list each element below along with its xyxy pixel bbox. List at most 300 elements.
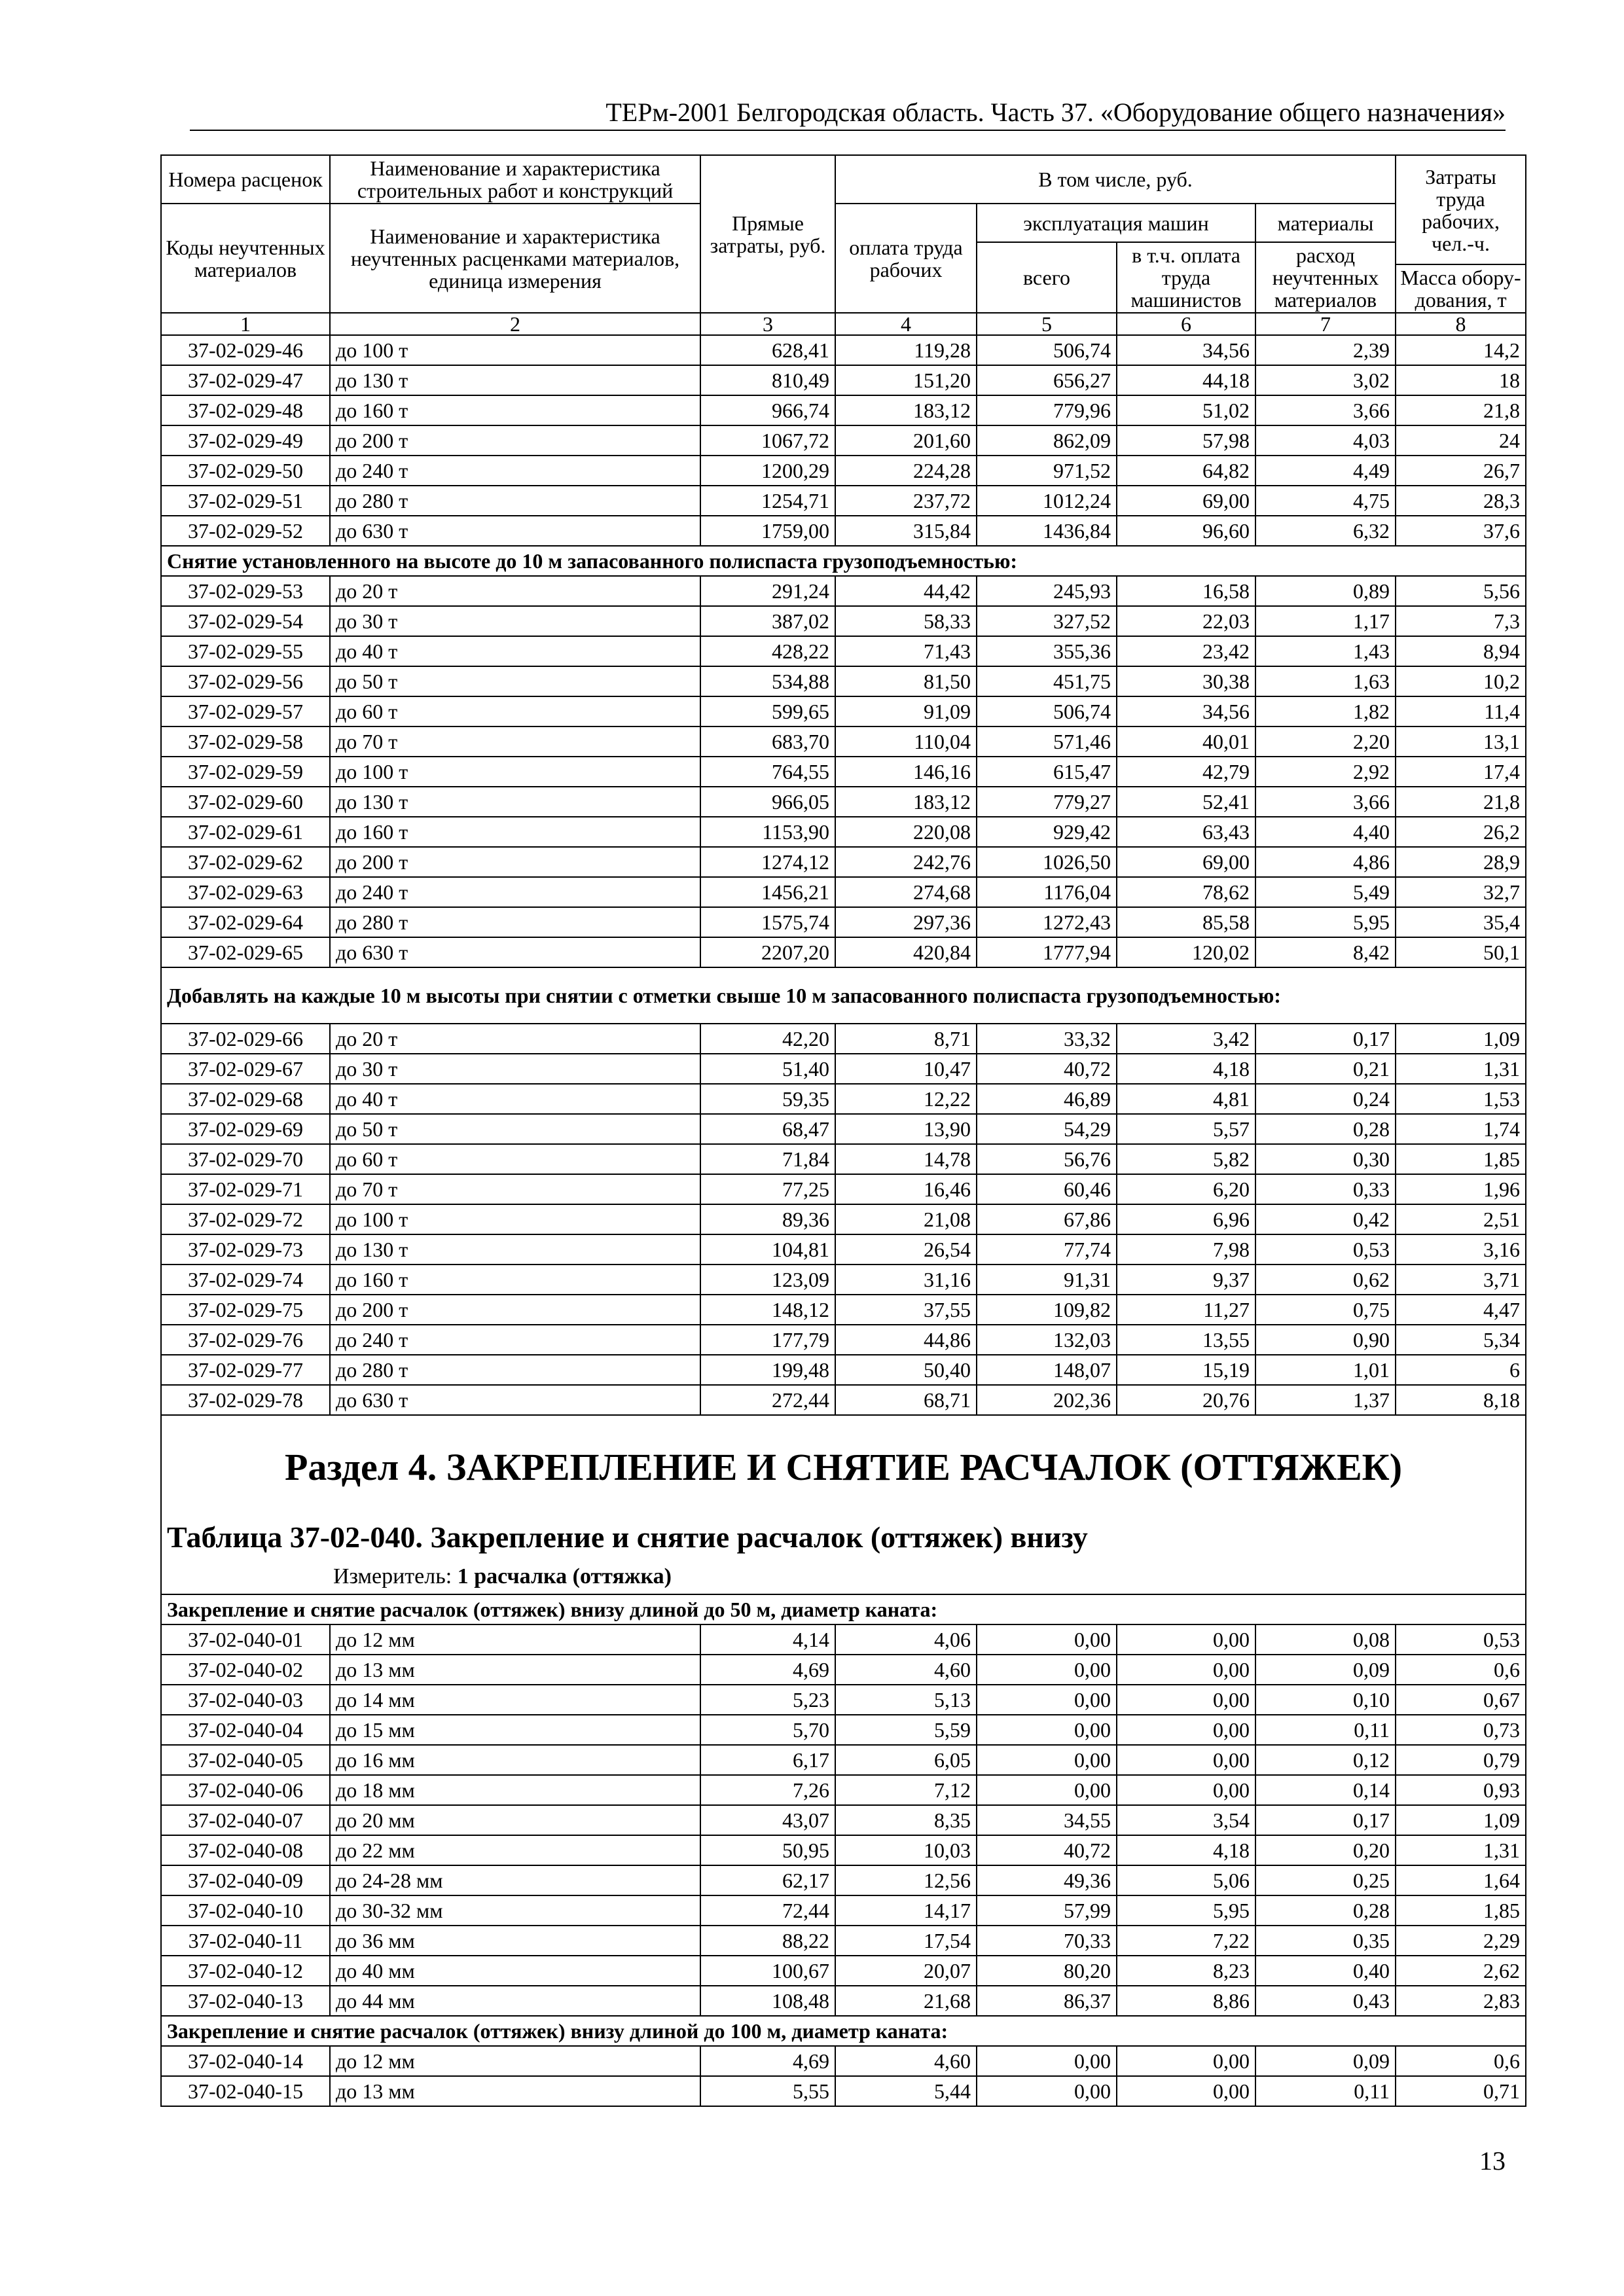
rate-value: 810,49 [700,365,835,395]
table-row [161,1865,1526,1895]
col4-header: оплата труда рабочих [835,204,977,313]
rate-value: 31,16 [835,1265,977,1295]
rate-value: 30,38 [1117,666,1255,696]
table-row [161,1114,1526,1144]
rate-value: 44,86 [835,1325,977,1355]
rate-value: 4,47 [1396,1295,1526,1325]
table-row [161,2046,1526,2076]
rate-value: 11,27 [1117,1295,1255,1325]
rate-value: 0,67 [1396,1685,1526,1715]
rate-value: 0,00 [1117,1745,1255,1775]
rate-name: до 60 т [330,1144,700,1174]
rate-value: 202,36 [977,1385,1117,1415]
rate-name: до 240 т [330,877,700,907]
rate-value: 23,42 [1117,636,1255,666]
rate-value: 81,50 [835,666,977,696]
rate-value: 16,58 [1117,576,1255,606]
rate-value: 70,33 [977,1926,1117,1956]
rate-value: 12,56 [835,1865,977,1895]
rate-value: 146,16 [835,757,977,787]
rate-value: 220,08 [835,817,977,847]
rate-value: 0,12 [1255,1745,1396,1775]
rate-value: 0,6 [1396,1655,1526,1685]
rate-code: 37-02-029-77 [161,1355,330,1385]
rate-value: 69,00 [1117,486,1255,516]
rate-value: 0,33 [1255,1174,1396,1204]
group-heading-row [161,546,1526,576]
rate-value: 5,95 [1117,1895,1255,1926]
rate-value: 2207,20 [700,937,835,967]
rate-code: 37-02-029-51 [161,486,330,516]
rate-value: 0,62 [1255,1265,1396,1295]
rate-code: 37-02-029-49 [161,425,330,456]
rate-value: 89,36 [700,1204,835,1234]
rate-value: 1272,43 [977,907,1117,937]
rate-name: до 240 т [330,1325,700,1355]
rate-value: 42,20 [700,1024,835,1054]
column-number: 4 [835,313,977,335]
rate-value: 0,71 [1396,2076,1526,2106]
table-row [161,1355,1526,1385]
rate-value: 5,95 [1255,907,1396,937]
rate-value: 1777,94 [977,937,1117,967]
rate-value: 0,25 [1255,1865,1396,1895]
rate-value: 119,28 [835,335,977,365]
rate-value: 0,28 [1255,1114,1396,1144]
group-heading-row [161,2016,1526,2046]
rate-value: 104,81 [700,1234,835,1265]
rate-value: 35,4 [1396,907,1526,937]
rate-value: 51,02 [1117,395,1255,425]
rate-code: 37-02-029-64 [161,907,330,937]
rate-name: до 18 мм [330,1775,700,1805]
rate-value: 71,84 [700,1144,835,1174]
rate-value: 0,53 [1255,1234,1396,1265]
table-row [161,1174,1526,1204]
rate-value: 4,14 [700,1624,835,1655]
rate-code: 37-02-029-56 [161,666,330,696]
rate-code: 37-02-040-10 [161,1895,330,1926]
table-row [161,1084,1526,1114]
rate-value: 1153,90 [700,817,835,847]
rate-value: 199,48 [700,1355,835,1385]
rate-name: до 15 мм [330,1715,700,1745]
rate-value: 46,89 [977,1084,1117,1114]
rate-code: 37-02-029-71 [161,1174,330,1204]
rate-value: 34,56 [1117,335,1255,365]
rate-value: 85,58 [1117,907,1255,937]
rate-value: 78,62 [1117,877,1255,907]
rate-value: 4,69 [700,2046,835,2076]
rate-value: 183,12 [835,787,977,817]
rate-value: 40,01 [1117,726,1255,757]
rate-value: 80,20 [977,1956,1117,1986]
rate-value: 57,99 [977,1895,1117,1926]
rate-name: до 20 т [330,576,700,606]
rate-code: 37-02-029-52 [161,516,330,546]
table-row [161,1624,1526,1655]
rate-value: 3,16 [1396,1234,1526,1265]
rate-name: до 22 мм [330,1835,700,1865]
rate-value: 1200,29 [700,456,835,486]
table-row [161,576,1526,606]
rate-value: 21,68 [835,1986,977,2016]
table-row [161,1655,1526,1685]
rate-value: 52,41 [1117,787,1255,817]
table-row [161,425,1526,456]
column-number: 7 [1255,313,1396,335]
rate-code: 37-02-040-06 [161,1775,330,1805]
table-row [161,666,1526,696]
rate-value: 1,09 [1396,1805,1526,1835]
rate-value: 683,70 [700,726,835,757]
rate-value: 24 [1396,425,1526,456]
rate-value: 5,56 [1396,576,1526,606]
rate-value: 2,92 [1255,757,1396,787]
rate-value: 26,7 [1396,456,1526,486]
rate-value: 4,40 [1255,817,1396,847]
rate-value: 26,2 [1396,817,1526,847]
table-row [161,1895,1526,1926]
rate-code: 37-02-040-09 [161,1865,330,1895]
rate-value: 69,00 [1117,847,1255,877]
rate-value: 28,3 [1396,486,1526,516]
rate-value: 16,46 [835,1174,977,1204]
rate-name: до 200 т [330,1295,700,1325]
rate-value: 96,60 [1117,516,1255,546]
rate-value: 4,60 [835,1655,977,1685]
rate-value: 0,30 [1255,1144,1396,1174]
rate-value: 2,20 [1255,726,1396,757]
rate-value: 1012,24 [977,486,1117,516]
rate-value: 0,40 [1255,1956,1396,1986]
rate-value: 77,25 [700,1174,835,1204]
table-row [161,335,1526,365]
rate-code: 37-02-029-62 [161,847,330,877]
rate-value: 862,09 [977,425,1117,456]
rate-value: 0,00 [1117,1655,1255,1685]
rate-value: 1,63 [1255,666,1396,696]
rates-table [160,154,1526,2107]
rate-name: до 36 мм [330,1926,700,1956]
section-title: Раздел 4. ЗАКРЕПЛЕНИЕ И СНЯТИЕ РАСЧАЛОК (ОТТЯЖЕК) [284,1446,1403,1488]
rate-value: 5,55 [700,2076,835,2106]
rate-code: 37-02-029-54 [161,606,330,636]
rate-value: 6,32 [1255,516,1396,546]
rate-code: 37-02-029-48 [161,395,330,425]
rate-value: 14,78 [835,1144,977,1174]
rate-value: 1,74 [1396,1114,1526,1144]
materials-header: материалы [1255,204,1396,242]
rate-value: 628,41 [700,335,835,365]
rate-value: 1,37 [1255,1385,1396,1415]
rate-value: 0,00 [1117,1775,1255,1805]
rate-value: 0,90 [1255,1325,1396,1355]
table-row [161,1204,1526,1234]
col6-header: в т.ч. оплата труда машинистов [1117,242,1255,313]
rate-value: 0,17 [1255,1805,1396,1835]
rate-value: 148,12 [700,1295,835,1325]
rate-name: до 130 т [330,1234,700,1265]
rate-value: 13,90 [835,1114,977,1144]
rate-value: 0,00 [977,1655,1117,1685]
rate-code: 37-02-029-55 [161,636,330,666]
rate-code: 37-02-040-01 [161,1624,330,1655]
table-row [161,456,1526,486]
rate-name: до 630 т [330,1385,700,1415]
rate-value: 50,40 [835,1355,977,1385]
rate-value: 3,66 [1255,395,1396,425]
table-row [161,1325,1526,1355]
rate-value: 0,00 [977,2046,1117,2076]
table-row [161,636,1526,666]
rate-value: 0,17 [1255,1024,1396,1054]
rate-code: 37-02-040-11 [161,1926,330,1956]
rate-code: 37-02-029-65 [161,937,330,967]
col8-top-header: Затраты труда рабочих, чел.-ч. [1396,155,1526,264]
rate-value: 0,00 [1117,2046,1255,2076]
rate-value: 64,82 [1117,456,1255,486]
rate-value: 0,09 [1255,1655,1396,1685]
rate-code: 37-02-040-05 [161,1745,330,1775]
rate-value: 86,37 [977,1986,1117,2016]
rate-name: до 630 т [330,937,700,967]
rate-value: 17,54 [835,1926,977,1956]
rate-value: 0,20 [1255,1835,1396,1865]
rate-value: 0,00 [1117,1715,1255,1745]
rate-name: до 70 т [330,726,700,757]
rate-value: 0,73 [1396,1715,1526,1745]
table-row [161,516,1526,546]
rate-code: 37-02-029-66 [161,1024,330,1054]
rate-value: 71,43 [835,636,977,666]
rate-value: 0,43 [1255,1986,1396,2016]
table-row [161,606,1526,636]
rate-value: 67,86 [977,1204,1117,1234]
rate-value: 451,75 [977,666,1117,696]
rate-value: 1436,84 [977,516,1117,546]
rate-value: 4,18 [1117,1054,1255,1084]
table-row [161,877,1526,907]
column-number: 3 [700,313,835,335]
rate-value: 57,98 [1117,425,1255,456]
rate-value: 0,00 [1117,1624,1255,1655]
rate-value: 8,18 [1396,1385,1526,1415]
rate-value: 6,96 [1117,1204,1255,1234]
table-row [161,696,1526,726]
rate-value: 971,52 [977,456,1117,486]
rate-name: до 30-32 мм [330,1895,700,1926]
rate-value: 3,71 [1396,1265,1526,1295]
rate-code: 37-02-029-67 [161,1054,330,1084]
rate-code: 37-02-029-68 [161,1084,330,1114]
rate-value: 108,48 [700,1986,835,2016]
rate-name: до 70 т [330,1174,700,1204]
incl-header: В том числе, руб. [835,155,1396,204]
rate-value: 615,47 [977,757,1117,787]
rate-value: 37,55 [835,1295,977,1325]
rate-value: 60,46 [977,1174,1117,1204]
rate-value: 9,37 [1117,1265,1255,1295]
rate-value: 237,72 [835,486,977,516]
rate-value: 51,40 [700,1054,835,1084]
rate-value: 0,10 [1255,1685,1396,1715]
rate-value: 0,00 [977,2076,1117,2106]
rate-code: 37-02-040-08 [161,1835,330,1865]
meter-value: 1 расчалка (оттяжка) [457,1564,672,1588]
rate-name: до 12 мм [330,1624,700,1655]
rate-value: 0,00 [977,1715,1117,1745]
rate-value: 1,53 [1396,1084,1526,1114]
rate-value: 120,02 [1117,937,1255,967]
rate-value: 91,31 [977,1265,1117,1295]
rate-value: 0,00 [977,1775,1117,1805]
rate-value: 91,09 [835,696,977,726]
rate-value: 56,76 [977,1144,1117,1174]
rate-value: 5,44 [835,2076,977,2106]
rate-name: до 30 т [330,1054,700,1084]
rate-code: 37-02-029-50 [161,456,330,486]
rate-value: 506,74 [977,696,1117,726]
table-row [161,726,1526,757]
table-row [161,1234,1526,1265]
rate-value: 110,04 [835,726,977,757]
rate-value: 77,74 [977,1234,1117,1265]
rate-code: 37-02-029-46 [161,335,330,365]
rate-code: 37-02-029-74 [161,1265,330,1295]
rate-value: 779,96 [977,395,1117,425]
rate-value: 6,17 [700,1745,835,1775]
col2-bottom-header: Наименование и характеристика неучтенных расценками материалов, единица измерения [330,204,700,313]
rate-code: 37-02-040-07 [161,1805,330,1835]
rate-value: 34,55 [977,1805,1117,1835]
column-number: 2 [330,313,700,335]
rate-value: 656,27 [977,365,1117,395]
rate-value: 0,93 [1396,1775,1526,1805]
rate-value: 0,28 [1255,1895,1396,1926]
rate-value: 18 [1396,365,1526,395]
rate-name: до 16 мм [330,1745,700,1775]
rate-value: 966,74 [700,395,835,425]
rate-value: 1575,74 [700,907,835,937]
rate-code: 37-02-040-12 [161,1956,330,1986]
rate-name: до 160 т [330,817,700,847]
table-row [161,1835,1526,1865]
rate-value: 534,88 [700,666,835,696]
table-row [161,1775,1526,1805]
rate-value: 0,24 [1255,1084,1396,1114]
rate-code: 37-02-029-60 [161,787,330,817]
rate-value: 5,57 [1117,1114,1255,1144]
rate-value: 0,14 [1255,1775,1396,1805]
rate-value: 929,42 [977,817,1117,847]
rate-name: до 13 мм [330,2076,700,2106]
rate-code: 37-02-029-75 [161,1295,330,1325]
rate-code: 37-02-040-14 [161,2046,330,2076]
rate-value: 242,76 [835,847,977,877]
rate-value: 0,21 [1255,1054,1396,1084]
rate-name: до 20 т [330,1024,700,1054]
rate-value: 4,75 [1255,486,1396,516]
table-row [161,1745,1526,1775]
group-heading: Закрепление и снятие расчалок (оттяжек) внизу длиной до 50 м, диаметр каната: [161,1594,1526,1624]
rate-value: 0,75 [1255,1295,1396,1325]
col3-header: Прямые затраты, руб. [700,155,835,313]
rate-value: 21,8 [1396,395,1526,425]
rate-value: 355,36 [977,636,1117,666]
rate-name: до 280 т [330,486,700,516]
rate-value: 2,62 [1396,1956,1526,1986]
table-row [161,1805,1526,1835]
rate-value: 0,89 [1255,576,1396,606]
rate-value: 50,95 [700,1835,835,1865]
rate-code: 37-02-040-03 [161,1685,330,1715]
rate-value: 6,20 [1117,1174,1255,1204]
table-row [161,937,1526,967]
table-row [161,395,1526,425]
rate-value: 40,72 [977,1054,1117,1084]
rate-value: 50,1 [1396,937,1526,967]
rate-value: 42,79 [1117,757,1255,787]
rate-name: до 200 т [330,425,700,456]
rate-value: 59,35 [700,1084,835,1114]
rate-value: 3,42 [1117,1024,1255,1054]
rate-value: 201,60 [835,425,977,456]
rate-value: 1,01 [1255,1355,1396,1385]
rate-value: 13,1 [1396,726,1526,757]
section-block [161,1415,1526,1594]
rate-code: 37-02-029-61 [161,817,330,847]
rate-value: 7,98 [1117,1234,1255,1265]
col1-bottom-header: Коды неучтенных материалов [161,204,330,313]
rate-value: 4,69 [700,1655,835,1685]
rate-name: до 40 мм [330,1956,700,1986]
column-numbers-row [161,313,1526,335]
rate-value: 68,71 [835,1385,977,1415]
rate-value: 2,39 [1255,335,1396,365]
rate-value: 1,31 [1396,1054,1526,1084]
group-heading-row [161,1594,1526,1624]
rate-value: 5,13 [835,1685,977,1715]
rate-value: 1,17 [1255,606,1396,636]
rate-value: 4,06 [835,1624,977,1655]
rate-code: 37-02-029-53 [161,576,330,606]
rate-value: 2,51 [1396,1204,1526,1234]
rate-value: 274,68 [835,877,977,907]
rate-name: до 44 мм [330,1986,700,2016]
rate-value: 7,12 [835,1775,977,1805]
rate-value: 44,42 [835,576,977,606]
rate-value: 6 [1396,1355,1526,1385]
rate-value: 17,4 [1396,757,1526,787]
rate-value: 72,44 [700,1895,835,1926]
rate-name: до 60 т [330,696,700,726]
rate-code: 37-02-029-57 [161,696,330,726]
rate-name: до 12 мм [330,2046,700,2076]
rate-value: 3,66 [1255,787,1396,817]
rate-value: 966,05 [700,787,835,817]
rate-value: 8,86 [1117,1986,1255,2016]
rate-name: до 24-28 мм [330,1865,700,1895]
page-header: ТЕРм-2001 Белгородская область. Часть 37. «Оборудование общего назначения» [605,98,1506,127]
rate-name: до 100 т [330,757,700,787]
rate-name: до 50 т [330,1114,700,1144]
rate-code: 37-02-040-13 [161,1986,330,2016]
rate-code: 37-02-040-04 [161,1715,330,1745]
rate-value: 10,47 [835,1054,977,1084]
rate-value: 1274,12 [700,847,835,877]
rate-value: 7,26 [700,1775,835,1805]
